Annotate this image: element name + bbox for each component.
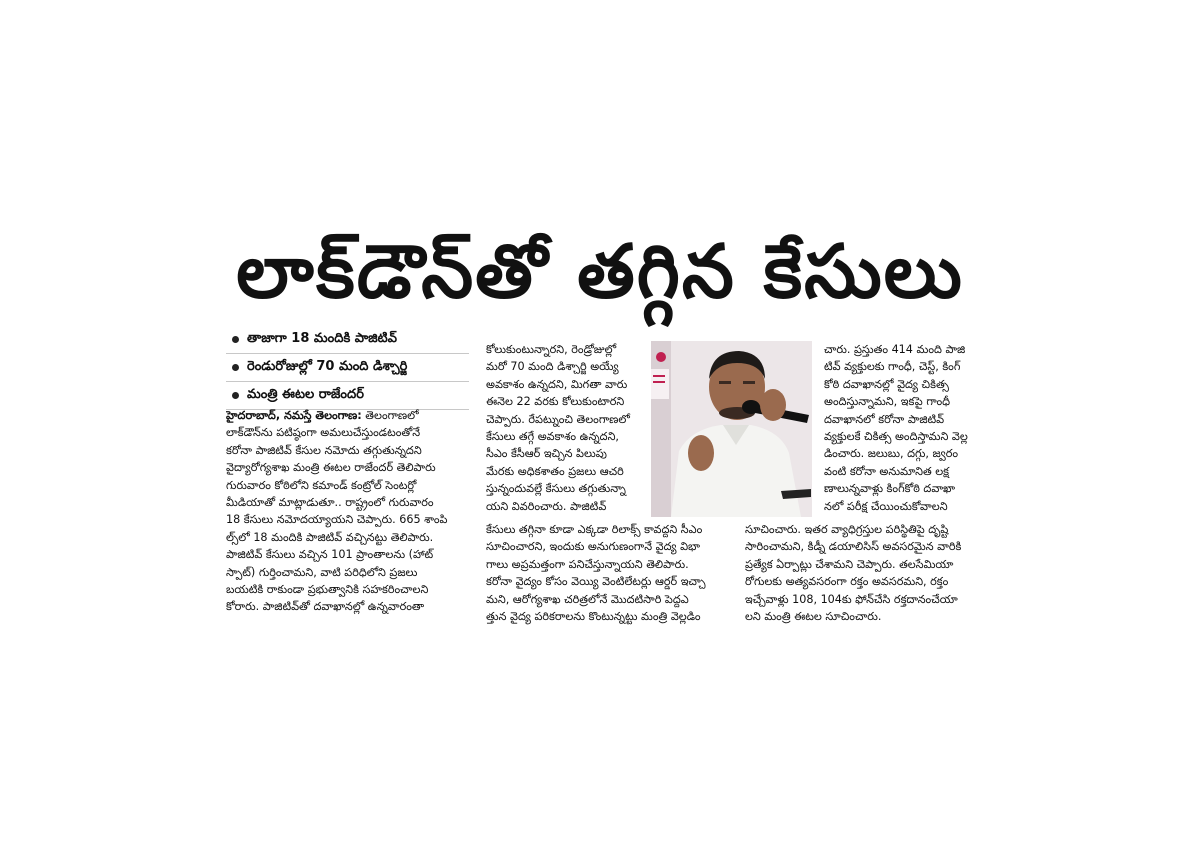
bullet-item — [226, 326, 469, 354]
bullet-item — [226, 354, 469, 382]
article-line: సూచించారు. ఇతర వ్యాధిగ్రస్తుల పరిస్థితిపై దృష్టి — [745, 523, 949, 536]
bullet-dot-icon — [232, 392, 239, 399]
article-line: మీడియాతో మాట్లాడుతూ.. రాష్ట్రంలో గురువారం — [226, 496, 434, 510]
article-line: రోగులకు అత్యవసరంగా రక్తం అవసరమని, రక్తం — [745, 575, 949, 589]
article-line: లాక్‌డౌన్‌ను పటిష్ఠంగా అమలుచేస్తుండటంతోనే — [226, 426, 421, 440]
article-column-2-bottom — [486, 521, 731, 625]
article-line: కేసులు తగ్గినా కూడా ఎక్కడా రిలాక్స్ కావద్దని సీఎం — [486, 523, 703, 536]
article-line: కోలుకుంటున్నారని, రెండ్రోజుల్లో — [486, 343, 617, 356]
article-line — [226, 407, 469, 424]
article-line: సీఎం కేసీఆర్ ఇచ్చిన పిలుపు — [486, 447, 607, 461]
article-line: యని వివరించారు. పాజిటివ్ — [486, 499, 607, 513]
minister-photo-image — [651, 341, 812, 517]
bullet-text: రెండురోజుల్లో 70 మంది డిశ్చార్జి — [247, 358, 408, 374]
article-line: ఇచ్చేవాళ్లు 108, 104కు ఫోన్‌చేసి రక్తదానంచేయా — [745, 592, 958, 606]
article-line: కోరారు. పాజిటివ్‌తో దవాఖానల్లో ఉన్నవారంతా — [226, 600, 425, 614]
article-line: వైద్యారోగ్యశాఖ మంత్రి ఈటల రాజేందర్ తెలిపారు — [226, 461, 436, 475]
article-line: టివ్ వ్యక్తులకు గాంధీ, చెస్ట్, కింగ్ — [824, 360, 961, 374]
bullet-dot-icon — [232, 364, 239, 371]
article-line: స్పాట్) గుర్తించామని, వాటి పరిధిలోని ప్రజలు — [226, 565, 418, 579]
headline: లాక్‌డౌన్‌తో తగ్గిన కేసులు — [236, 229, 964, 315]
bullet-dot-icon — [232, 336, 239, 343]
article-line: ణాలున్నవాళ్లు కింగ్‌కోఠి దవాఖా — [824, 482, 956, 496]
article-column-1 — [226, 407, 469, 616]
article-line: సూచించారని, ఇందుకు అనుగుణంగానే వైద్య విభా — [486, 540, 701, 554]
article-line: సారించామని, కిడ్నీ డయాలిసిస్ అవసరమైన వారికి — [745, 540, 962, 554]
article-line: మని, ఆరోగ్యశాఖ చరిత్రలోనే మొదటిసారి పెద్దఎ — [486, 592, 689, 606]
minister-photo — [651, 341, 812, 517]
bullet-text: తాజాగా 18 మందికి పాజిటివ్ — [247, 330, 397, 346]
article-line: ల్స్‌లో 18 మందికి పాజిటివ్ వచ్చినట్టు తెలిపారు. — [226, 530, 434, 544]
article-line: త్తున వైద్య పరికరాలను కొంటున్నట్టు మంత్రి వెల్లడిం — [486, 610, 701, 624]
article-column-2-top — [486, 341, 644, 515]
article-line: అందిస్తున్నామని, ఇకపై గాంధీ — [824, 395, 951, 409]
bullet-item — [226, 382, 469, 410]
article-line: బయటికి రాకుండా ప్రభుత్వానికి సహకరించాలని — [226, 583, 429, 597]
article-line: పాజిటివ్ కేసులు వచ్చిన 101 ప్రాంతాలను (హాట్ — [226, 548, 434, 562]
article-line: కరోనా వైద్యం కోసం వెయ్యి వెంటిలేటర్లు ఆర్డర్ ఇచ్చా — [486, 575, 706, 589]
article-line: దవాఖానలో కరోనా పాజిటివ్ — [824, 412, 945, 426]
article-line: ఈనెల 22 వరకు కోలుకుంటారని — [486, 395, 625, 409]
article-line: వంటి కరోనా అనుమానిత లక్ష — [824, 464, 950, 478]
article-line: గాలు అప్రమత్తంగా పనిచేస్తున్నాయని తెలిపారు. — [486, 557, 689, 571]
article-column-3-bottom — [745, 521, 976, 625]
article-line: ప్రత్యేక ఏర్పాట్లు చేశామని చెప్పారు. తలసేమియా — [745, 557, 954, 571]
article-column-3-top — [824, 341, 976, 515]
article-line: వ్యక్తులకే చికిత్స అందిస్తామని వెల్ల — [824, 430, 968, 444]
article-line: డించారు. జలుబు, దగ్గు, జ్వరం — [824, 447, 959, 461]
article-line: 18 కేసులు నమోదయ్యాయని చెప్పారు. 665 శాంపి — [226, 513, 448, 527]
article-line: అవకాశం ఉన్నదని, మిగతా వారు — [486, 377, 628, 391]
article-line: నలో పరీక్ష చేయించుకోవాలని — [824, 499, 948, 513]
article-line: మేరకు అధికశాతం ప్రజలు ఆచరి — [486, 464, 624, 478]
article-line: కోఠి దవాఖానల్లో వైద్య చికిత్స — [824, 377, 949, 391]
highlight-bullets — [226, 326, 469, 410]
dateline: హైదరాబాద్, నమస్తే తెలంగాణ: — [226, 409, 362, 422]
article-line: చెప్పారు. రేపట్నుంచి తెలంగాణలో — [486, 412, 630, 426]
article-line: కరోనా పాజిటివ్ కేసుల నమోదు తగ్గుతున్నదని — [226, 443, 422, 457]
article-line: చారు. ప్రస్తుతం 414 మంది పాజి — [824, 343, 966, 356]
article-line-text: తెలంగాణలో — [361, 409, 419, 422]
article-line: లని మంత్రి ఈటల సూచించారు. — [745, 610, 882, 624]
article-line: కేసులు తగ్గే అవకాశం ఉన్నదని, — [486, 430, 619, 444]
article-line: మరో 70 మంది డిశ్చార్జి అయ్యే — [486, 360, 619, 374]
bullet-text: మంత్రి ఈటల రాజేందర్ — [247, 386, 364, 402]
article-line: స్తున్నందువల్లే కేసులు తగ్గుతున్నా — [486, 482, 626, 496]
article-line: గురువారం కోఠిలోని కమాండ్ కంట్రోల్ సెంటర్లో — [226, 478, 417, 492]
